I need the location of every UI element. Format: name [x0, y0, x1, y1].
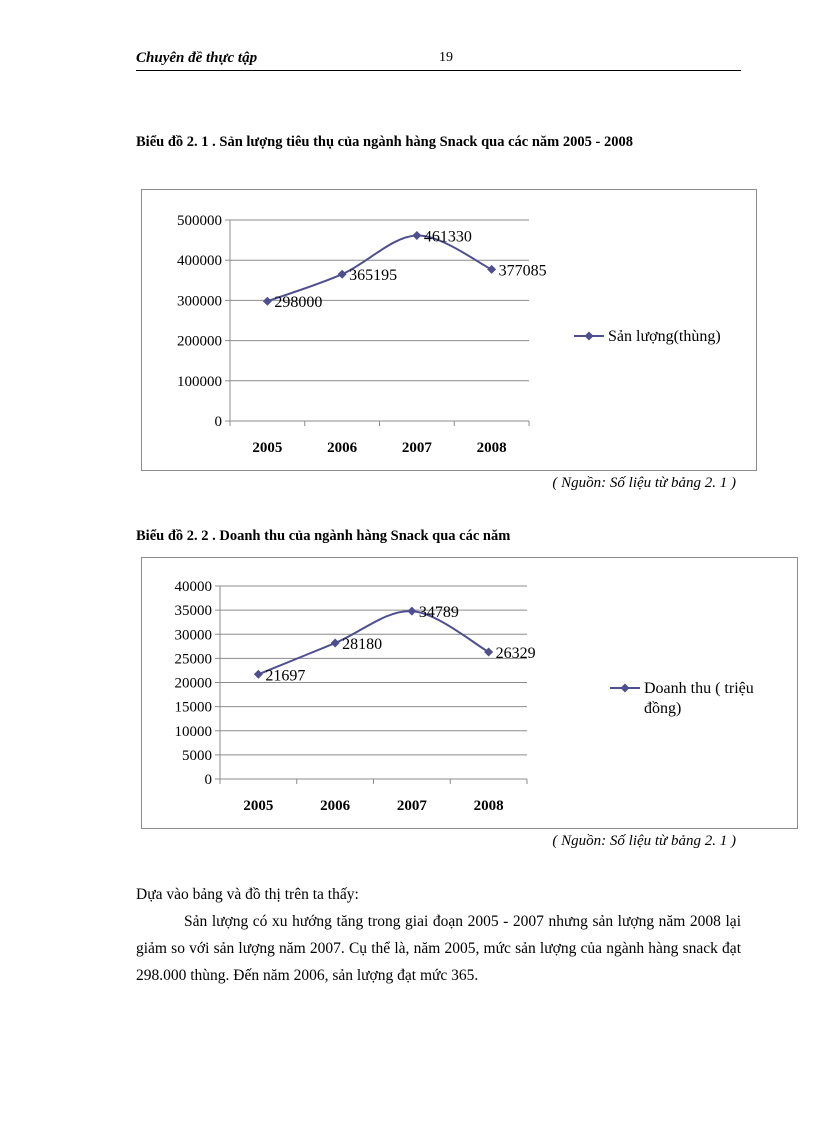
chart2-ytick-label: 20000 [174, 675, 212, 692]
chart1-point [263, 297, 272, 306]
chart1-xtick-label: 2007 [401, 440, 432, 456]
chart1-caption: Biểu đồ 2. 1 . Sản lượng tiêu thụ của ngành hàng Snack qua các năm 2005 - 2008 [136, 134, 633, 150]
chart1-source: ( Nguồn: Số liệu từ bảng 2. 1 ) [552, 475, 736, 491]
chart1-ytick-label: 0 [214, 414, 222, 430]
chart2-ytick-label: 25000 [174, 651, 212, 668]
chart1-point [338, 270, 347, 279]
chart1-ytick-label: 300000 [177, 293, 222, 310]
chart1-area [141, 189, 757, 471]
chart2-xtick-label: 2008 [473, 798, 504, 814]
chart1-ytick-label: 400000 [177, 253, 222, 270]
chart1-ytick-label: 100000 [177, 373, 222, 390]
chart1-ytick-label: 500000 [177, 213, 222, 229]
chart2-point [484, 647, 493, 656]
chart2-ytick-label: 35000 [174, 603, 212, 620]
chart2-data-label: 28180 [342, 636, 383, 654]
chart2-data-label: 21697 [265, 667, 306, 685]
chart2-ytick-label: 15000 [174, 699, 212, 716]
chart2-source: ( Nguồn: Số liệu từ bảng 2. 1 ) [552, 833, 736, 849]
body-intro: Dựa vào bảng và đồ thị trên ta thấy: [136, 886, 359, 903]
chart2-xtick-label: 2005 [243, 798, 274, 814]
chart1-legend-marker [585, 332, 594, 341]
chart2-ytick-label: 5000 [182, 747, 212, 764]
chart1-point [412, 231, 421, 240]
chart2-xtick-label: 2006 [320, 798, 351, 814]
chart2-legend-marker [621, 684, 630, 693]
chart1-data-label: 298000 [274, 294, 323, 312]
chart1-svg [142, 190, 756, 470]
body-text [136, 881, 741, 989]
chart2-caption: Biểu đồ 2. 2 . Doanh thu của ngành hàng Snack qua các năm [136, 528, 511, 544]
chart1-point [487, 265, 496, 274]
chart2-legend-label: đồng) [644, 700, 682, 717]
chart2-point [254, 670, 263, 679]
chart1-ytick-label: 200000 [177, 333, 222, 350]
chart1-data-label: 365195 [349, 267, 398, 285]
page-number: 19 [439, 50, 453, 65]
chart1-legend-label: Sản lượng(thùng) [608, 328, 721, 345]
chart2-area [141, 557, 798, 829]
chart2-point [407, 607, 416, 616]
chart2-data-label: 34789 [418, 604, 459, 622]
chart2-ytick-label: 10000 [174, 723, 212, 740]
chart2-ytick-label: 40000 [174, 579, 212, 595]
chart2-point [331, 639, 340, 648]
chart2-ytick-label: 0 [204, 772, 212, 788]
chart1-xtick-label: 2006 [327, 440, 358, 456]
chart2-legend-label: Doanh thu ( triệu [644, 680, 754, 697]
chart2-ytick-label: 30000 [174, 627, 212, 644]
chart1-data-label: 377085 [498, 262, 547, 280]
chart2-xtick-label: 2007 [396, 798, 427, 814]
body-paragraph: Sản lượng có xu hướng tăng trong giai đoạn 2005 - 2007 nhưng sản lượng năm 2008 lại giảm so với sản lượng năm 2007. Cụ thể là, năm 2005, mức sản lượng của ngành hàng snack đạt 298.000 thùng. Đến năm 2006, sản lượng đạt mức 365. [136, 913, 741, 984]
chart1-xtick-label: 2008 [476, 440, 507, 456]
chart2-svg [142, 558, 797, 828]
header-title: Chuyên đề thực tập [136, 50, 258, 66]
chart1-xtick-label: 2005 [252, 440, 283, 456]
chart2-data-label: 26329 [495, 644, 536, 662]
page-header [136, 48, 741, 71]
chart1-data-label: 461330 [423, 228, 472, 246]
